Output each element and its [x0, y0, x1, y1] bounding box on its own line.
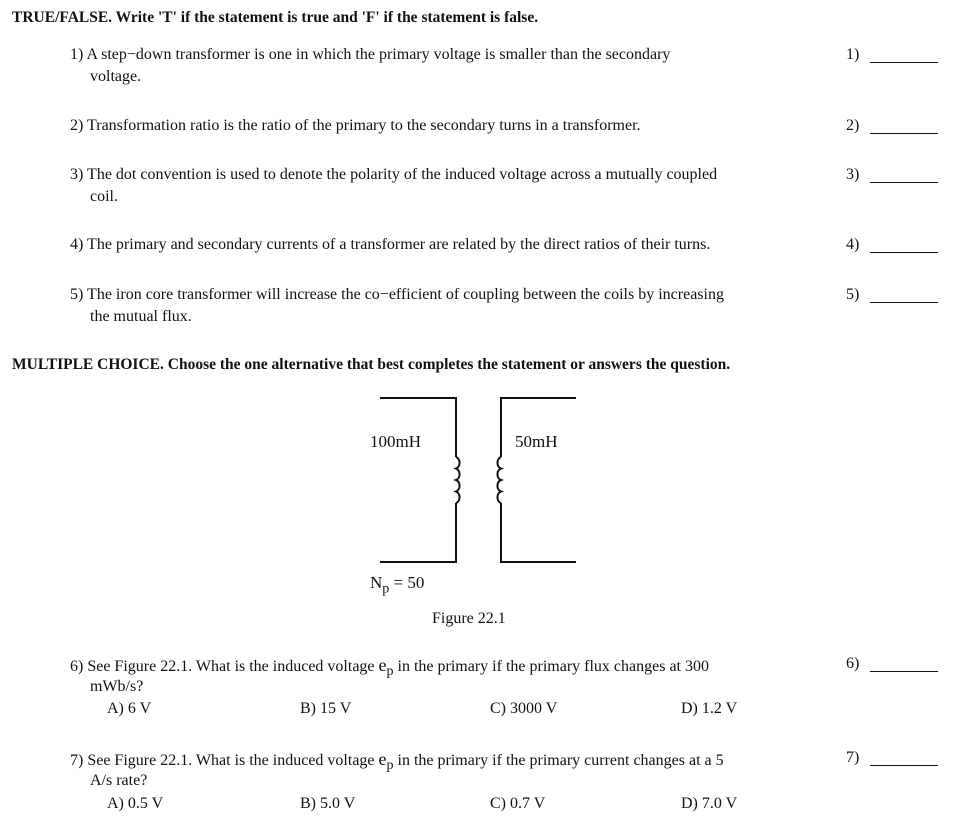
option-a[interactable]: A) 0.5 V	[107, 795, 164, 812]
answer-blank[interactable]	[870, 252, 938, 253]
question-text: 3) The dot convention is used to denote the polarity of the induced voltage across a mutually coupled	[70, 166, 718, 183]
answer-blank[interactable]	[870, 765, 938, 766]
answer-number: 5)	[846, 286, 860, 303]
primary-inductance: 100mH	[370, 432, 421, 451]
question-text: 2) Transformation ratio is the ratio of the primary to the secondary turns in a transformer.	[70, 117, 641, 134]
mc-header: MULTIPLE CHOICE. Choose the one alternative that best completes the statement or answers the question.	[12, 356, 731, 373]
option-b[interactable]: B) 5.0 V	[300, 795, 356, 812]
question-text: 7) See Figure 22.1. What is the induced voltage $e_p$ in the primary if the primary current changes at a 5	[70, 749, 724, 774]
secondary-wire	[501, 398, 576, 562]
answer-number: 3)	[846, 166, 860, 183]
answer-blank[interactable]	[870, 302, 938, 303]
primary-coil-icon	[456, 457, 460, 503]
question-text-cont: A/s rate?	[90, 772, 148, 789]
primary-turns: $N_p = 50$	[370, 573, 425, 597]
option-d[interactable]: D) 7.0 V	[681, 795, 738, 812]
option-d[interactable]: D) 1.2 V	[681, 700, 738, 717]
option-c[interactable]: C) 3000 V	[490, 700, 558, 717]
answer-blank[interactable]	[870, 62, 938, 63]
question-text: 4) The primary and secondary currents of a transformer are related by the direct ratios of their turns.	[70, 236, 711, 253]
figure-caption: Figure 22.1	[432, 610, 506, 627]
question-text: 5) The iron core transformer will increase the co−efficient of coupling between the coils by increasing	[70, 286, 724, 303]
answer-blank[interactable]	[870, 671, 938, 672]
option-b[interactable]: B) 15 V	[300, 700, 352, 717]
question-text-cont: coil.	[90, 188, 118, 205]
answer-number: 2)	[846, 117, 860, 134]
question-text: 6) See Figure 22.1. What is the induced voltage $e_p$ in the primary if the primary flux changes at 300	[70, 655, 709, 680]
secondary-coil-icon	[497, 457, 501, 503]
tf-header: TRUE/FALSE. Write 'T' if the statement is true and 'F' if the statement is false.	[12, 9, 539, 26]
question-text: 1) A step−down transformer is one in which the primary voltage is smaller than the secondary	[70, 46, 671, 63]
question-text-cont: the mutual flux.	[90, 308, 192, 325]
option-c[interactable]: C) 0.7 V	[490, 795, 546, 812]
primary-wire	[380, 398, 456, 562]
answer-number: 6)	[846, 655, 860, 672]
question-text-cont: voltage.	[90, 68, 142, 85]
option-a[interactable]: A) 6 V	[107, 700, 152, 717]
answer-number: 1)	[846, 46, 860, 63]
answer-blank[interactable]	[870, 133, 938, 134]
answer-blank[interactable]	[870, 182, 938, 183]
answer-number: 7)	[846, 749, 860, 766]
question-text-cont: mWb/s?	[90, 678, 144, 695]
transformer-diagram	[370, 390, 590, 570]
answer-number: 4)	[846, 236, 860, 253]
secondary-inductance: 50mH	[515, 432, 558, 451]
